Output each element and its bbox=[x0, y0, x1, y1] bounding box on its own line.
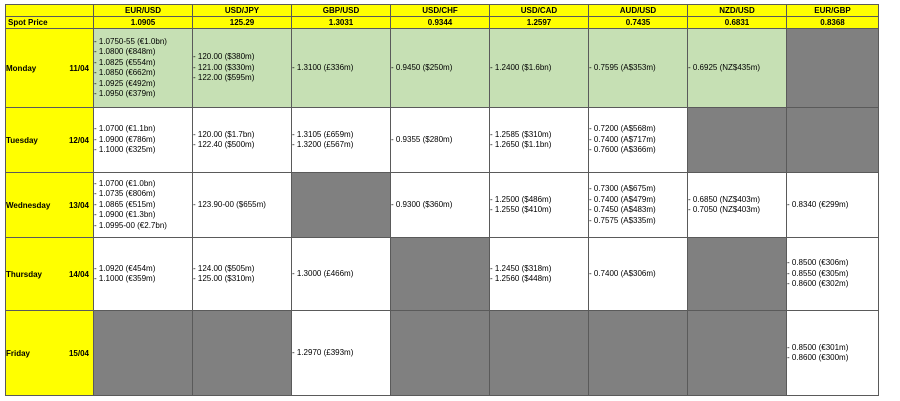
empty-cell bbox=[490, 311, 589, 396]
expiry-line: - 122.00 ($595m) bbox=[193, 73, 255, 83]
expiry-line: - 1.3000 (£466m) bbox=[292, 268, 354, 278]
expiry-line: - 0.7300 (A$675m) bbox=[589, 184, 656, 193]
expiry-cell bbox=[688, 29, 787, 108]
expiry-line: - 0.7400 (A$479m) bbox=[589, 194, 656, 204]
expiry-cell bbox=[391, 108, 490, 173]
expiry-line: - 122.40 ($500m) bbox=[193, 140, 255, 149]
expiry-line: - 1.1000 (€359m) bbox=[94, 274, 156, 283]
expiry-line: - 1.3105 (£659m) bbox=[292, 129, 354, 139]
expiry-cell bbox=[94, 108, 193, 173]
expiry-line: - 1.2650 ($1.1bn) bbox=[490, 140, 552, 149]
day-date: 13/04 bbox=[68, 200, 89, 210]
expiry-line: - 120.00 ($1.7bn) bbox=[193, 129, 255, 139]
expiry-cell bbox=[292, 108, 391, 173]
expiry-cell bbox=[193, 29, 292, 108]
expiry-line: - 1.0925 (€492m) bbox=[94, 78, 156, 88]
day-row bbox=[6, 238, 879, 311]
expiry-cell bbox=[292, 29, 391, 108]
expiry-cell bbox=[688, 173, 787, 238]
expiry-line: - 1.0800 (€848m) bbox=[94, 47, 156, 56]
day-name: Tuesday bbox=[6, 135, 38, 145]
corner-cell bbox=[6, 5, 94, 17]
expiry-cell bbox=[787, 173, 879, 238]
empty-cell bbox=[787, 29, 879, 108]
expiry-line: - 1.2500 ($486m) bbox=[490, 194, 552, 204]
spot-price-value: 0.8368 bbox=[787, 17, 879, 29]
spot-price-label: Spot Price bbox=[6, 17, 94, 29]
empty-cell bbox=[688, 311, 787, 396]
day-date: 11/04 bbox=[69, 63, 89, 73]
expiry-cell bbox=[94, 173, 193, 238]
expiry-cell bbox=[490, 29, 589, 108]
spot-price-value: 0.6831 bbox=[688, 17, 787, 29]
expiry-line: - 1.0995-00 (€2.7bn) bbox=[94, 220, 167, 230]
empty-cell bbox=[292, 173, 391, 238]
expiry-line: - 1.1000 (€325m) bbox=[94, 145, 156, 155]
expiry-cell bbox=[589, 108, 688, 173]
day-row bbox=[6, 29, 879, 108]
expiry-line: - 0.9355 ($280m) bbox=[391, 134, 453, 144]
expiry-cell bbox=[391, 29, 490, 108]
expiry-line: - 125.00 ($310m) bbox=[193, 274, 255, 283]
expiry-line: - 124.00 ($505m) bbox=[193, 263, 255, 273]
expiry-line: - 1.0900 (€1.3bn) bbox=[94, 210, 156, 220]
expiry-cell bbox=[292, 238, 391, 311]
pair-header: GBP/USD bbox=[292, 5, 391, 17]
expiry-line: - 0.7400 (A$306m) bbox=[589, 268, 656, 278]
pair-header: AUD/USD bbox=[589, 5, 688, 17]
day-label bbox=[6, 311, 94, 396]
expiry-line: - 0.8550 (€305m) bbox=[787, 268, 849, 278]
empty-cell bbox=[391, 311, 490, 396]
day-row bbox=[6, 108, 879, 173]
table-body bbox=[6, 5, 879, 396]
day-label bbox=[6, 29, 94, 108]
expiry-cell bbox=[589, 29, 688, 108]
expiry-line: - 0.8500 (€306m) bbox=[787, 258, 849, 268]
expiry-line: - 1.3100 (£336m) bbox=[292, 62, 354, 72]
expiry-line: - 121.00 ($330m) bbox=[193, 62, 255, 72]
expiry-cell bbox=[787, 238, 879, 311]
expiry-line: - 0.8600 (€300m) bbox=[787, 353, 849, 362]
expiry-line: - 0.6850 (NZ$403m) bbox=[688, 194, 761, 204]
expiry-line: - 1.0700 (€1.0bn) bbox=[94, 178, 156, 188]
expiry-line: - 0.7450 (A$483m) bbox=[589, 205, 656, 214]
pair-header: USD/CAD bbox=[490, 5, 589, 17]
day-label bbox=[6, 173, 94, 238]
spot-price-value: 0.7435 bbox=[589, 17, 688, 29]
day-row bbox=[6, 173, 879, 238]
expiry-line: - 0.7575 (A$335m) bbox=[589, 215, 656, 225]
expiry-line: - 1.0950 (€379m) bbox=[94, 89, 156, 98]
expiry-cell bbox=[490, 108, 589, 173]
expiry-line: - 1.0865 (€515m) bbox=[94, 199, 156, 209]
expiry-line: - 0.8600 (€302m) bbox=[787, 279, 849, 289]
expiry-cell bbox=[391, 173, 490, 238]
day-label bbox=[6, 108, 94, 173]
expiry-line: - 1.2400 ($1.6bn) bbox=[490, 62, 552, 72]
pair-header: EUR/GBP bbox=[787, 5, 879, 17]
expiry-line: - 1.0700 (€1.1bn) bbox=[94, 124, 156, 134]
expiry-line: - 0.7050 (NZ$403m) bbox=[688, 205, 761, 214]
day-date: 14/04 bbox=[68, 269, 89, 279]
expiry-line: - 1.2550 ($410m) bbox=[490, 205, 552, 214]
empty-cell bbox=[688, 238, 787, 311]
expiry-cell bbox=[94, 238, 193, 311]
expiry-cell bbox=[193, 173, 292, 238]
day-date: 15/04 bbox=[68, 348, 89, 358]
expiry-line: - 1.0920 (€454m) bbox=[94, 263, 156, 273]
expiry-line: - 1.2970 (£393m) bbox=[292, 347, 354, 357]
empty-cell bbox=[391, 238, 490, 311]
pair-header: NZD/USD bbox=[688, 5, 787, 17]
day-name: Wednesday bbox=[6, 200, 51, 210]
expiry-line: - 120.00 ($380m) bbox=[193, 52, 255, 62]
expiry-line: - 123.90-00 ($655m) bbox=[193, 199, 266, 209]
pair-header: USD/CHF bbox=[391, 5, 490, 17]
expiry-cell bbox=[490, 173, 589, 238]
expiry-line: - 0.9450 ($250m) bbox=[391, 62, 453, 72]
expiry-line: - 1.2560 ($448m) bbox=[490, 274, 552, 283]
expiry-line: - 1.2585 ($310m) bbox=[490, 129, 552, 139]
expiry-cell bbox=[589, 238, 688, 311]
pair-header: USD/JPY bbox=[193, 5, 292, 17]
day-date: 12/04 bbox=[68, 135, 89, 145]
empty-cell bbox=[193, 311, 292, 396]
spot-price-value: 1.0905 bbox=[94, 17, 193, 29]
expiry-cell bbox=[292, 311, 391, 396]
expiry-line: - 1.3200 (£567m) bbox=[292, 140, 354, 149]
expiry-cell bbox=[787, 311, 879, 396]
empty-cell bbox=[94, 311, 193, 396]
expiry-line: - 0.7200 (A$568m) bbox=[589, 124, 656, 134]
expiry-line: - 0.7400 (A$717m) bbox=[589, 134, 656, 144]
expiry-line: - 1.0900 (€786m) bbox=[94, 134, 156, 144]
day-name: Monday bbox=[6, 63, 37, 73]
expiry-cell bbox=[94, 29, 193, 108]
day-row bbox=[6, 311, 879, 396]
pair-header: EUR/USD bbox=[94, 5, 193, 17]
empty-cell bbox=[787, 108, 879, 173]
header-row bbox=[6, 5, 879, 17]
expiry-cell bbox=[193, 238, 292, 311]
day-label bbox=[6, 238, 94, 311]
day-name: Thursday bbox=[6, 269, 43, 279]
expiry-line: - 1.2450 ($318m) bbox=[490, 263, 552, 273]
expiry-line: - 0.8500 (€301m) bbox=[787, 342, 849, 352]
spot-price-value: 1.2597 bbox=[490, 17, 589, 29]
expiry-line: - 1.0825 (€554m) bbox=[94, 57, 156, 67]
spot-price-value: 1.3031 bbox=[292, 17, 391, 29]
expiry-line: - 1.0850 (€662m) bbox=[94, 68, 156, 77]
expiry-line: - 1.0735 (€806m) bbox=[94, 189, 156, 199]
spot-price-value: 0.9344 bbox=[391, 17, 490, 29]
expiry-cell bbox=[589, 173, 688, 238]
expiry-line: - 0.6925 (NZ$435m) bbox=[688, 62, 761, 72]
expiry-cell bbox=[490, 238, 589, 311]
spot-price-value: 125.29 bbox=[193, 17, 292, 29]
spot-price-row bbox=[6, 17, 879, 29]
day-name: Friday bbox=[6, 348, 31, 358]
expiry-line: - 1.0750-55 (€1.0bn) bbox=[94, 36, 167, 46]
empty-cell bbox=[589, 311, 688, 396]
fx-option-expiries-table bbox=[5, 4, 879, 396]
empty-cell bbox=[688, 108, 787, 173]
expiry-line: - 0.7595 (A$353m) bbox=[589, 62, 656, 72]
expiry-cell bbox=[193, 108, 292, 173]
expiry-line: - 0.9300 ($360m) bbox=[391, 199, 453, 209]
expiry-line: - 0.7600 (A$366m) bbox=[589, 145, 656, 155]
expiry-line: - 0.8340 (€299m) bbox=[787, 199, 849, 209]
